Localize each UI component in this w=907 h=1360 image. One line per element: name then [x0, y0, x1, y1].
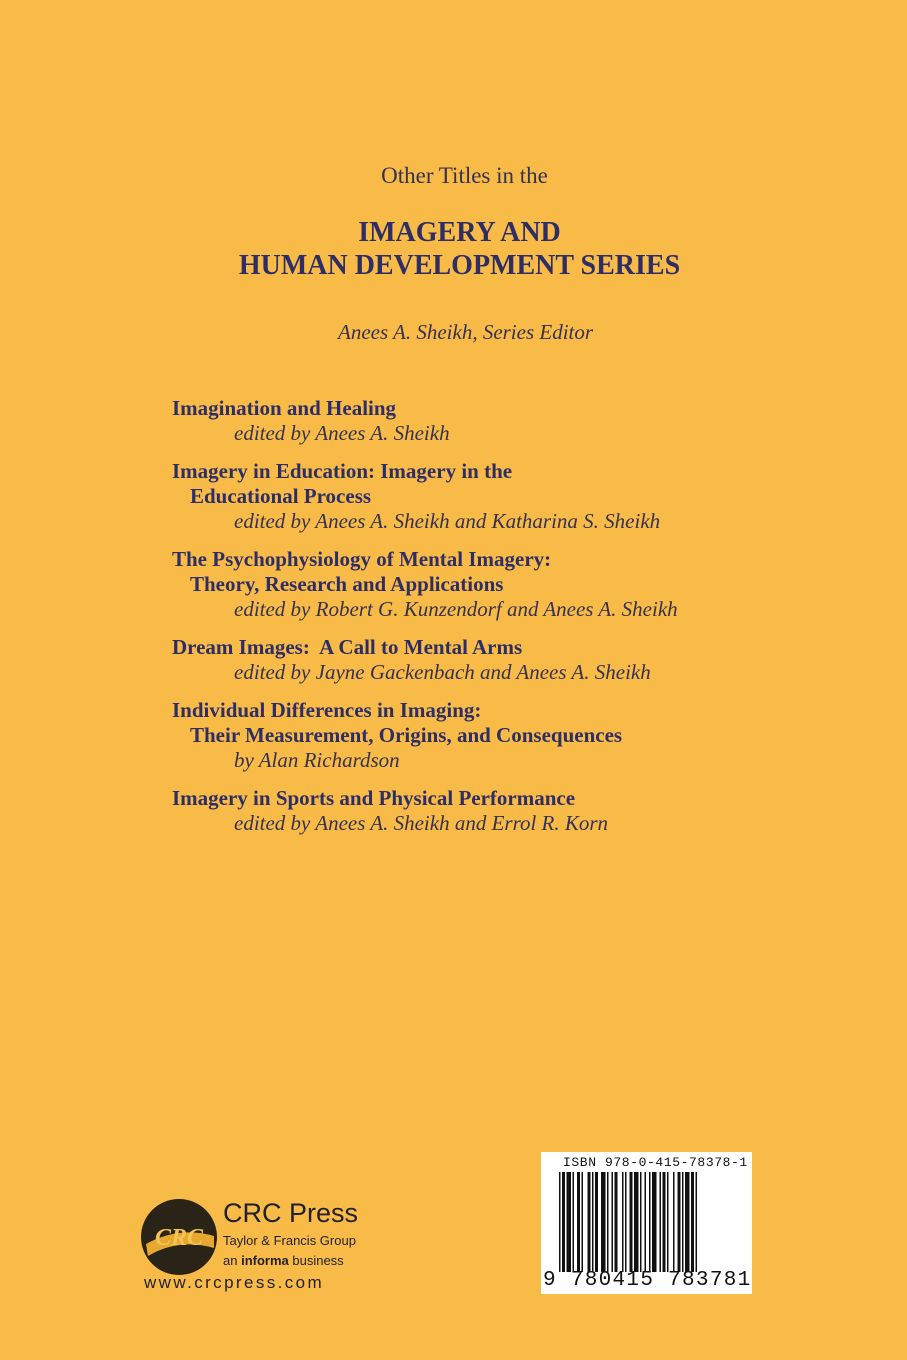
publisher-block	[140, 1198, 400, 1308]
title-entry	[172, 459, 872, 534]
informa-word: informa	[241, 1253, 289, 1268]
book-title-line: Imagination and Healing	[172, 396, 397, 420]
publisher-informa	[223, 1253, 344, 1268]
book-title	[172, 698, 872, 748]
informa-prefix: an	[223, 1253, 242, 1268]
publisher-group: Taylor & Francis Group	[223, 1233, 356, 1248]
book-title-line: The Psychophysiology of Mental Imagery:	[172, 547, 552, 571]
book-credit: edited by Jayne Gackenbach and Anees A. Sheikh	[234, 660, 651, 684]
title-entry	[172, 698, 872, 773]
title-entry	[172, 547, 872, 622]
book-title	[172, 635, 872, 660]
book-credit: edited by Anees A. Sheikh and Errol R. Korn	[234, 811, 609, 835]
title-entry	[172, 635, 872, 685]
title-entry	[172, 396, 872, 446]
title-list	[172, 396, 872, 849]
ean-digits: 9 780415 783781	[543, 1269, 752, 1292]
book-title-line: Educational Process	[190, 484, 372, 508]
book-title-line: Dream Images: A Call to Mental Arms	[172, 635, 523, 659]
title-entry	[172, 786, 872, 836]
crc-logo-text: CRC	[154, 1225, 204, 1251]
book-title	[172, 786, 872, 811]
publisher-url[interactable]: www.crcpress.com	[144, 1273, 325, 1292]
crc-logo-icon	[140, 1198, 218, 1276]
informa-suffix: business	[288, 1253, 344, 1268]
series-title	[0, 216, 907, 282]
book-credit: by Alan Richardson	[234, 748, 400, 772]
intro-line: Other Titles in the	[381, 163, 548, 188]
series-title-line-1: IMAGERY AND	[358, 217, 561, 248]
book-title	[172, 459, 872, 509]
book-title-line: Imagery in Education: Imagery in the	[172, 459, 513, 483]
series-editor: Anees A. Sheikh, Series Editor	[338, 320, 594, 344]
book-credit: edited by Anees A. Sheikh	[234, 421, 450, 445]
book-credit: edited by Robert G. Kunzendorf and Anees A. Sheikh	[234, 597, 678, 621]
book-title-line: Imagery in Sports and Physical Performance	[172, 786, 576, 810]
book-title-line: Theory, Research and Applications	[190, 572, 504, 596]
isbn-barcode	[541, 1152, 752, 1294]
book-title-line: Their Measurement, Origins, and Consequences	[190, 723, 623, 747]
book-title	[172, 547, 872, 597]
isbn-text: ISBN 978-0-415-78378-1	[563, 1155, 748, 1170]
book-credit: edited by Anees A. Sheikh and Katharina S. Sheikh	[234, 509, 661, 533]
book-title-line: Individual Differences in Imaging:	[172, 698, 482, 722]
publisher-name: CRC Press	[223, 1198, 359, 1228]
series-title-line-2: HUMAN DEVELOPMENT SERIES	[238, 250, 681, 281]
barcode-bars	[559, 1172, 749, 1272]
book-title	[172, 396, 872, 421]
